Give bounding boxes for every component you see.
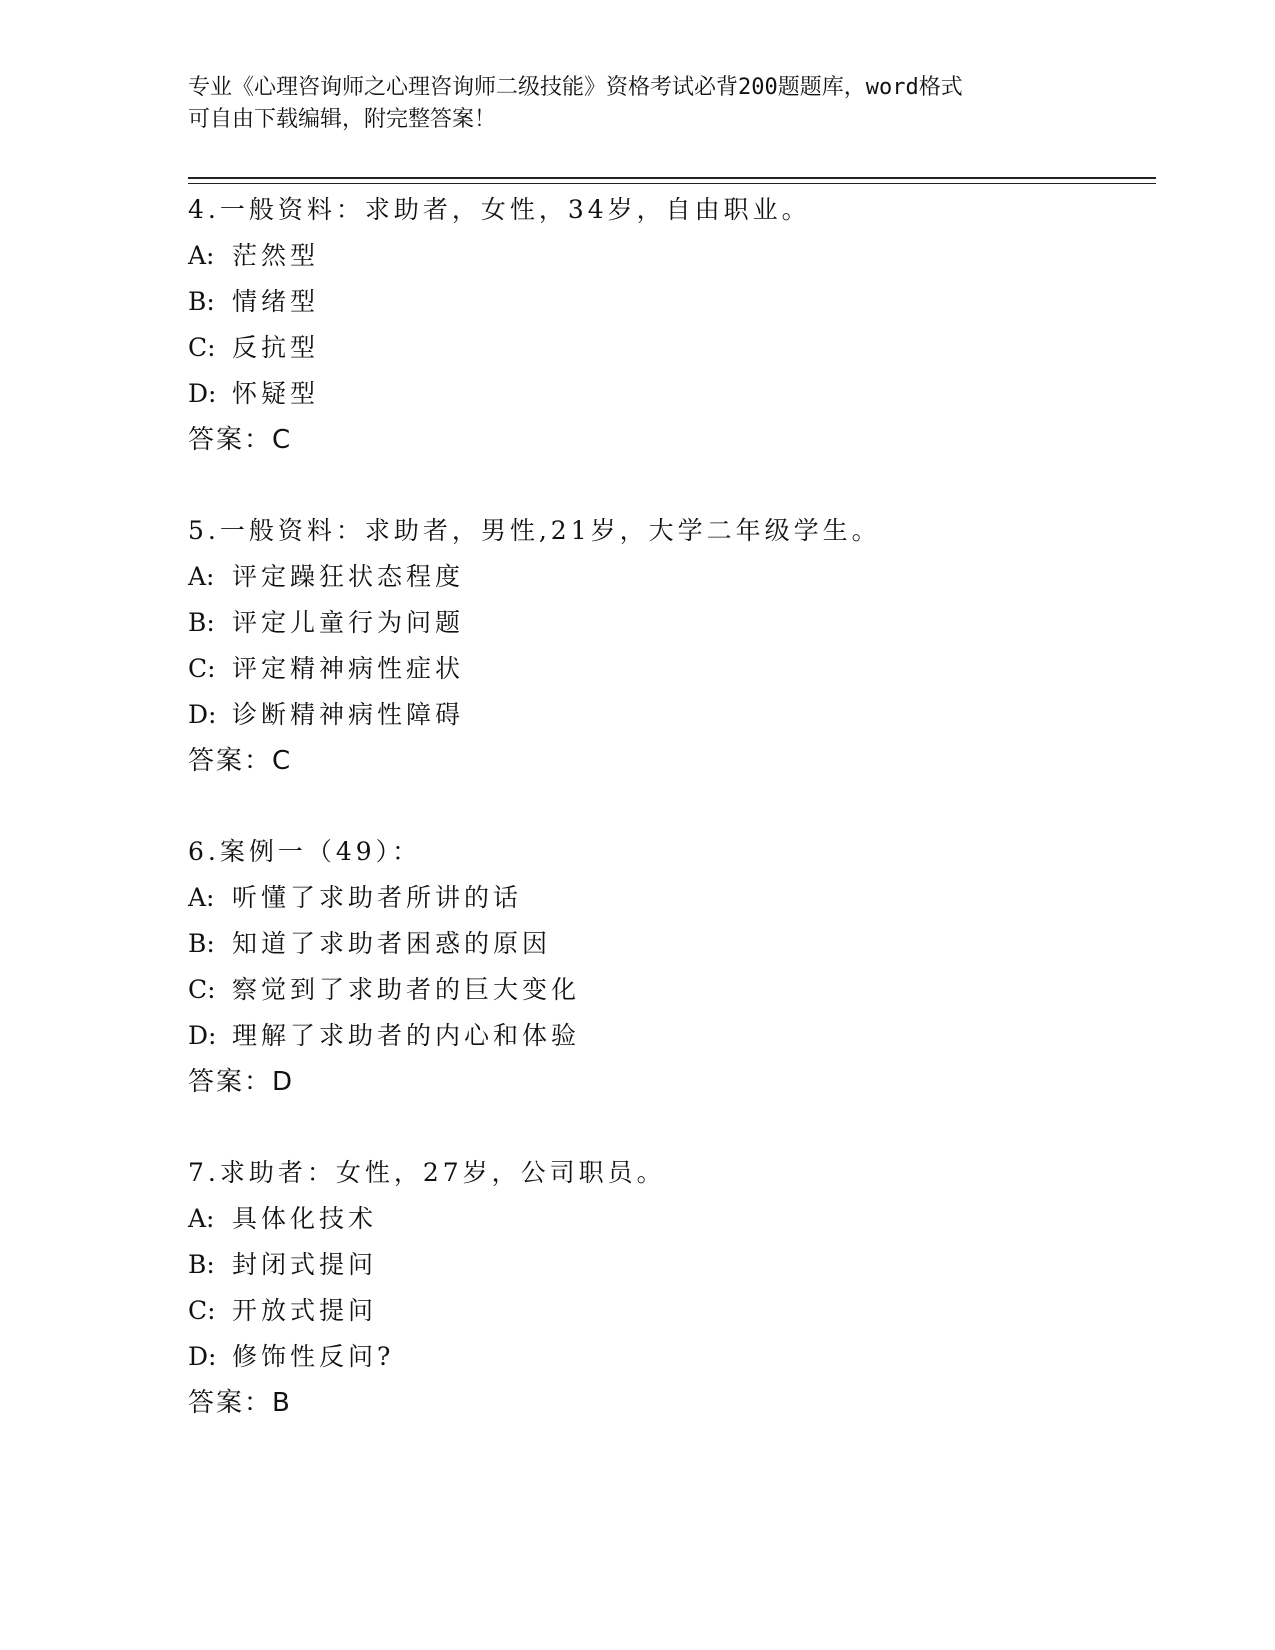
option-d bbox=[188, 1013, 1148, 1059]
header-divider-thick bbox=[188, 177, 1156, 179]
answer-line: 答案：C bbox=[188, 746, 293, 776]
option-key: C: bbox=[188, 1296, 216, 1325]
option-key: A: bbox=[188, 883, 215, 912]
option-key: C: bbox=[188, 654, 216, 683]
document-header bbox=[188, 72, 1088, 136]
option-text: 评定精神病性症状 bbox=[232, 654, 465, 683]
answer-line: 答案：B bbox=[188, 1388, 292, 1418]
option-c bbox=[188, 967, 1148, 1013]
option-text: 评定躁狂状态程度 bbox=[232, 562, 465, 591]
option-text: 修饰性反问? bbox=[232, 1342, 395, 1371]
header-line-1: 专业《心理咨询师之心理咨询师二级技能》资格考试必背200题题库，word格式 bbox=[188, 75, 963, 100]
option-d bbox=[188, 1334, 1148, 1380]
option-text: 评定儿童行为问题 bbox=[232, 608, 465, 637]
option-text: 具体化技术 bbox=[232, 1204, 378, 1233]
question-stem: 7.求助者：女性，27岁，公司职员。 bbox=[188, 1158, 666, 1187]
header-line-2: 可自由下载编辑，附完整答案！ bbox=[188, 107, 497, 132]
option-key: C: bbox=[188, 333, 216, 362]
option-c bbox=[188, 646, 1148, 692]
option-text: 诊断精神病性障碍 bbox=[232, 700, 465, 729]
option-text: 理解了求助者的内心和体验 bbox=[232, 1021, 581, 1050]
option-b bbox=[188, 279, 1148, 325]
option-a bbox=[188, 875, 1148, 921]
option-text: 怀疑型 bbox=[232, 379, 320, 408]
option-d bbox=[188, 692, 1148, 738]
option-key: B: bbox=[188, 1250, 215, 1279]
question-block bbox=[188, 508, 1148, 784]
option-text: 茫然型 bbox=[232, 241, 320, 270]
option-text: 反抗型 bbox=[232, 333, 320, 362]
option-key: A: bbox=[188, 241, 215, 270]
option-d bbox=[188, 371, 1148, 417]
option-a bbox=[188, 554, 1148, 600]
option-key: D: bbox=[188, 1342, 217, 1371]
question-block bbox=[188, 187, 1148, 463]
question-block bbox=[188, 1150, 1148, 1426]
question-stem: 4.一般资料：求助者，女性，34岁，自由职业。 bbox=[188, 195, 811, 224]
option-key: D: bbox=[188, 700, 217, 729]
option-text: 封闭式提问 bbox=[232, 1250, 378, 1279]
option-key: A: bbox=[188, 562, 215, 591]
option-b bbox=[188, 600, 1148, 646]
option-key: B: bbox=[188, 608, 215, 637]
question-block bbox=[188, 829, 1148, 1105]
question-stem: 6.案例一（49）： bbox=[188, 837, 422, 866]
option-text: 知道了求助者困惑的原因 bbox=[232, 929, 552, 958]
option-a bbox=[188, 233, 1148, 279]
option-key: C: bbox=[188, 975, 216, 1004]
option-key: D: bbox=[188, 379, 217, 408]
option-key: B: bbox=[188, 929, 215, 958]
option-key: D: bbox=[188, 1021, 217, 1050]
answer-line: 答案：C bbox=[188, 425, 293, 455]
option-key: B: bbox=[188, 287, 215, 316]
question-stem: 5.一般资料：求助者，男性,21岁，大学二年级学生。 bbox=[188, 516, 881, 545]
option-c bbox=[188, 325, 1148, 371]
answer-line: 答案：D bbox=[188, 1067, 295, 1097]
option-a bbox=[188, 1196, 1148, 1242]
option-b bbox=[188, 1242, 1148, 1288]
option-key: A: bbox=[188, 1204, 215, 1233]
option-text: 听懂了求助者所讲的话 bbox=[232, 883, 523, 912]
option-text: 察觉到了求助者的巨大变化 bbox=[232, 975, 581, 1004]
option-text: 开放式提问 bbox=[232, 1296, 378, 1325]
option-c bbox=[188, 1288, 1148, 1334]
header-divider-thin bbox=[188, 183, 1156, 184]
option-b bbox=[188, 921, 1148, 967]
option-text: 情绪型 bbox=[232, 287, 320, 316]
